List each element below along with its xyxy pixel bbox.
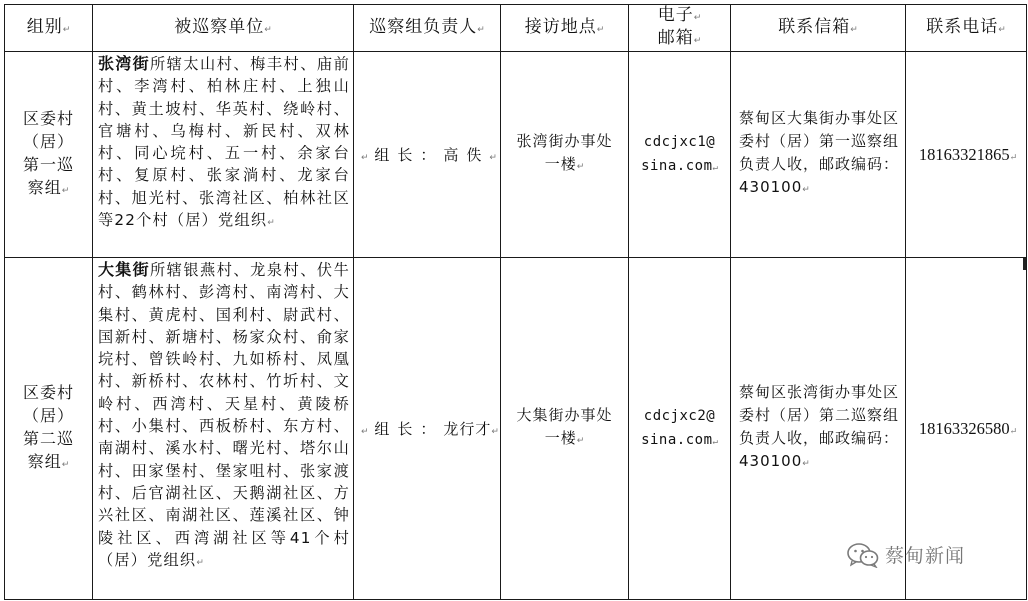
place-cell: 大集街办事处一楼↵	[501, 258, 629, 600]
address-cell: 蔡甸区张湾街办事处区委村（居）第二巡察组负责人收，邮政编码：430100↵	[731, 258, 906, 600]
leader-label: 组长：	[374, 146, 444, 164]
wechat-icon	[846, 542, 880, 568]
district-name: 张湾街	[98, 54, 150, 73]
address-cell: 蔡甸区大集街办事处区委村（居）第一巡察组负责人收，邮政编码：430100↵	[731, 52, 906, 258]
place-cell: 张湾街办事处一楼↵	[501, 52, 629, 258]
header-units: 被巡察单位↵	[93, 5, 354, 52]
leader-name: 龙行才	[443, 420, 492, 438]
header-email: 电子↵ 邮箱↵	[629, 5, 731, 52]
table-edge-marker	[1023, 258, 1026, 270]
leader-label: 组长：	[374, 420, 444, 438]
paragraph-mark: ↵	[62, 24, 71, 35]
email-cell: cdcjxc1@ sina.com↵	[629, 52, 731, 258]
header-leader: 巡察组负责人↵	[354, 5, 501, 52]
header-address: 联系信箱↵	[731, 5, 906, 52]
district-name: 大集街	[98, 260, 150, 279]
header-place: 接访地点↵	[501, 5, 629, 52]
leader-cell: ↵ 组长：高佚↵	[354, 52, 501, 258]
units-cell: 大集街所辖银燕村、龙泉村、伏牛村、鹤林村、彭湾村、南湾村、大集村、黄虎村、国利村、尉武村、国新村、新塘村、杨家众村、俞家垸村、曾铁岭村、九如桥村、凤凰村、新桥村、农林村、竹圻村、文岭村、西湾村、天星村、黄陵桥村、小集村、西板桥村、东方村、南湖村、溪水村、曙光村、塔尔山村、田家堡村、堡家咀村、张家渡村、后官湖社区、天鹅湖社区、方兴社区、南湖社区、莲溪社区、钟陵社区、西湾湖社区等41个村（居）党组织↵	[93, 258, 354, 600]
leader-name: 高佚	[443, 146, 490, 164]
watermark	[846, 541, 965, 568]
units-cell: 张湾街所辖太山村、梅丰村、庙前村、李湾村、柏林庄村、上独山村、黄土坡村、华英村、绕岭村、官塘村、乌梅村、新民村、双林村、同心垸村、五一村、余家台村、复原村、张家淌村、龙家台村、旭光村、张湾社区、柏林社区等22个村（居）党组织↵	[93, 52, 354, 258]
group-cell: 区委村（居）第一巡察组↵	[5, 52, 93, 258]
inspection-roster-table	[4, 4, 1027, 600]
watermark-text: 蔡甸新闻	[885, 545, 966, 567]
header-group: 组别↵	[5, 5, 93, 52]
leader-cell: ↵ 组长：龙行才↵	[354, 258, 501, 600]
header-phone: 联系电话↵	[906, 5, 1027, 52]
table-header-row	[5, 5, 1027, 52]
phone-cell: 18163321865↵	[906, 52, 1027, 258]
email-address: cdcjxc2@	[643, 407, 716, 424]
email-address: cdcjxc1@	[643, 133, 716, 150]
email-cell: cdcjxc2@ sina.com↵	[629, 258, 731, 600]
table-row	[5, 52, 1027, 258]
group-cell: 区委村（居）第二巡察组↵	[5, 258, 93, 600]
phone-cell: 18163326580↵	[906, 258, 1027, 600]
